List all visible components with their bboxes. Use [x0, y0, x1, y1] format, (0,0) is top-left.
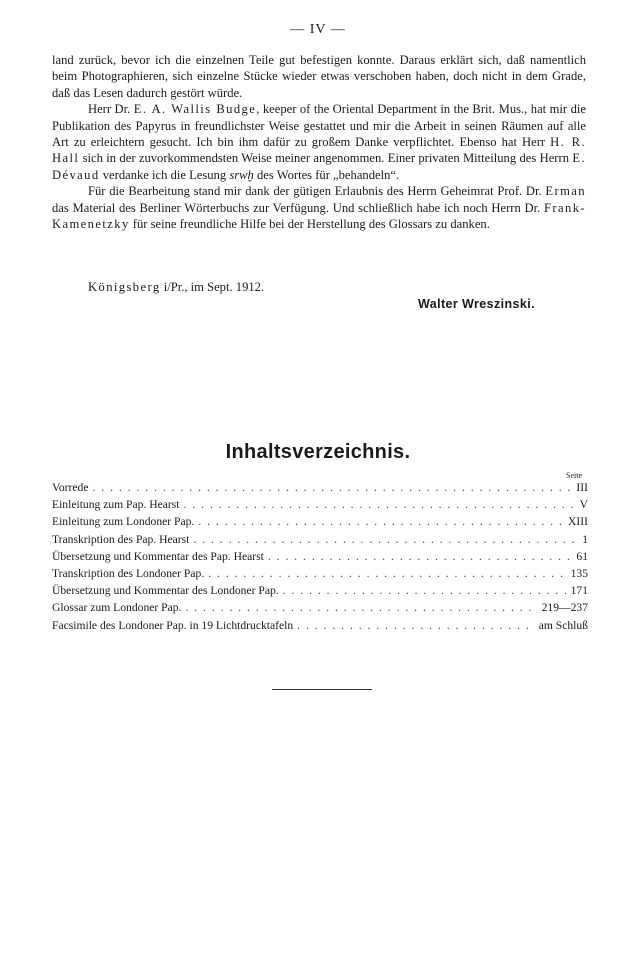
toc-entry-label: Übersetzung und Kommentar des Londoner Pap.: [52, 584, 279, 598]
toc-entry[interactable]: [52, 498, 588, 515]
table-of-contents: [52, 481, 588, 636]
toc-leader-dots: [208, 567, 566, 580]
p3-text-a: Für die Bearbeitung stand mir dank der gütigen Erlaubnis des Herrn Geheimrat Prof. Dr.: [88, 184, 542, 199]
paragraph-3: [52, 183, 586, 232]
name-budge: E. A. Wallis Budge: [133, 102, 257, 117]
p3-text-b: das Material des Berliner Wörterbuchs zur Verfügung. Und schließlich habe ich noch Herrn Dr.: [52, 200, 541, 215]
toc-entry-page: 61: [576, 549, 588, 563]
p2-text-a: Herr Dr.: [88, 102, 131, 117]
dateline-place: Königsberg: [88, 280, 161, 294]
paragraph-1: land zurück, bevor ich die einzelnen Teile gut befestigen konnte. Daraus erklärt sich, daß namentlich beim Photographieren, sich einzelne Stücke wieder etwas verschoben haben, doch nicht in dem Grade, daß das Lesen dadurch gestört würde.: [52, 53, 586, 100]
toc-leader-dots: [193, 533, 578, 546]
name-frank-kamenetzky: Frank-Kamenetzky: [52, 200, 586, 232]
toc-entry[interactable]: [52, 515, 588, 532]
toc-leader-dots: [283, 584, 567, 597]
toc-leader-dots: [185, 601, 537, 614]
toc-entry[interactable]: [52, 550, 588, 567]
toc-entry-label: Einleitung zum Londoner Pap.: [52, 515, 195, 529]
transliteration-srwh: srwḫ: [229, 167, 254, 182]
p2-text-e: des Wortes für „behandeln“.: [257, 167, 400, 182]
page-number-header: — IV —: [290, 22, 346, 37]
p2-text-d: verdanke ich die Lesung: [102, 167, 227, 182]
toc-entry-page: 135: [570, 566, 588, 580]
dateline: [88, 280, 264, 295]
toc-entry-label: Übersetzung und Kommentar des Pap. Hearst: [52, 549, 264, 563]
p2-text-b: , keeper of the Oriental Department in the Brit. Mus., hat mir die Publikation des Papyrus in freundlichster Weise gestattet und mir die Arbeit in seinen Räumen auf alle Art zu erleichtern gesucht. Ich bin ihm dafür zu großem Danke verpflichtet. Ebenso hat Herr: [52, 102, 586, 150]
toc-entry-page: 219—237: [541, 601, 588, 615]
name-erman: Erman: [545, 184, 586, 199]
toc-entry-page: V: [579, 498, 588, 512]
toc-entry[interactable]: [52, 601, 588, 618]
toc-entry[interactable]: [52, 619, 588, 636]
toc-page-column-label: Seite: [566, 471, 582, 480]
toc-entry[interactable]: [52, 481, 588, 498]
dateline-rest: i/Pr., im Sept. 1912.: [163, 280, 265, 294]
toc-entry-page: XIII: [568, 515, 588, 529]
toc-leader-dots: [268, 550, 573, 563]
toc-entry-label: Einleitung zum Pap. Hearst: [52, 498, 180, 512]
toc-entry-page: 1: [582, 532, 588, 546]
toc-leader-dots: [184, 498, 576, 511]
toc-entry-page: am Schluß: [538, 618, 588, 632]
p2-text-c: sich in der zuvorkommendsten Weise meiner angenommen. Einer privaten Mitteilung des Herrn: [82, 151, 569, 166]
p3-text-c: für seine freundliche Hilfe bei der Herstellung des Glossars zu danken.: [132, 217, 490, 232]
toc-entry-page: 171: [570, 584, 588, 598]
toc-entry[interactable]: [52, 584, 588, 601]
toc-leader-dots: [297, 619, 535, 632]
name-devaud: E. Dévaud: [52, 151, 587, 182]
toc-leader-dots: [198, 515, 564, 528]
toc-entry[interactable]: [52, 533, 588, 550]
toc-leader-dots: [93, 481, 573, 494]
name-hall: H. R. Hall: [52, 135, 586, 166]
closing-rule-divider: [272, 689, 372, 690]
author-signature: Walter Wreszinski.: [418, 297, 535, 311]
toc-entry-page: III: [576, 481, 588, 494]
paragraph-2: [52, 101, 586, 183]
toc-title: Inhaltsverzeichnis.: [225, 441, 411, 463]
preface-text: [52, 52, 586, 232]
toc-entry-label: Transkription des Pap. Hearst: [52, 532, 190, 546]
toc-entry-label: Vorrede: [52, 481, 89, 494]
toc-entry-label: Transkription des Londoner Pap.: [52, 566, 205, 580]
toc-entry-label: Facsimile des Londoner Pap. in 19 Lichtdrucktafeln: [52, 618, 294, 632]
toc-entry-label: Glossar zum Londoner Pap.: [52, 601, 182, 615]
toc-entry[interactable]: [52, 567, 588, 584]
